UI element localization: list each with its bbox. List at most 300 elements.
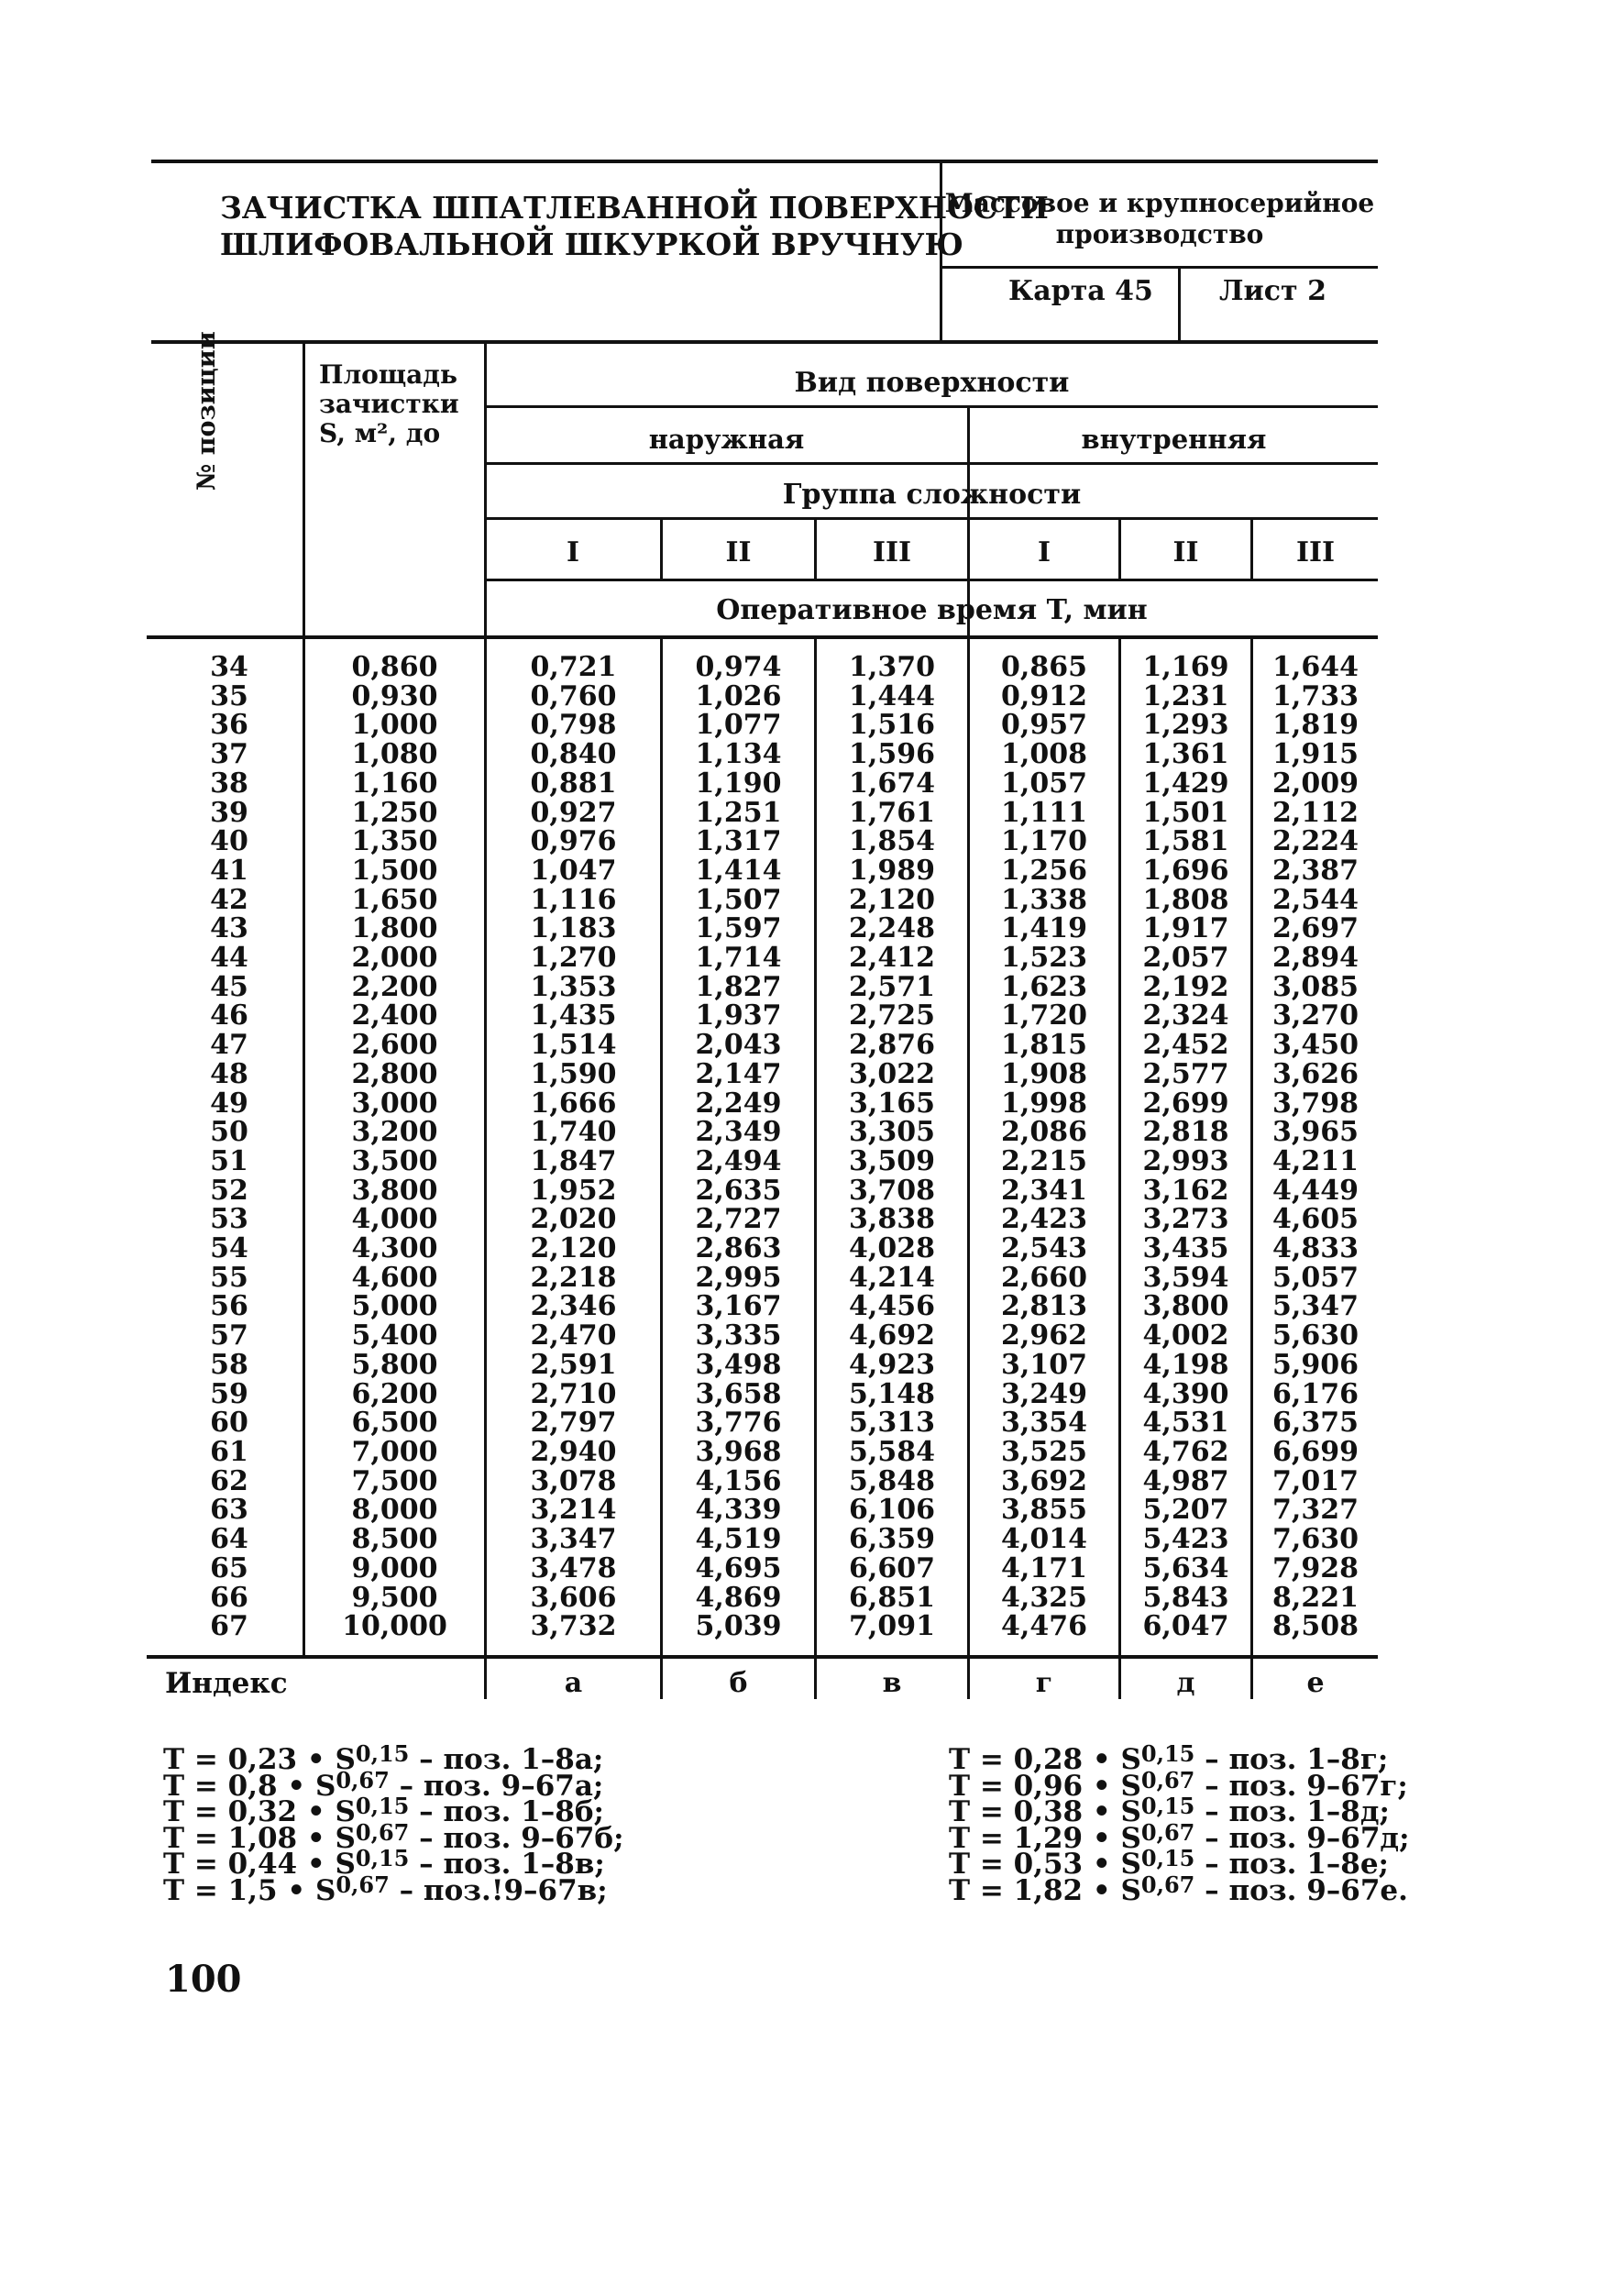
table-cell: 1,429: [1142, 767, 1229, 800]
table-cell: 5,400: [351, 1319, 438, 1352]
table-cell: 1,251: [695, 796, 782, 829]
time-column-b: [663, 653, 814, 1641]
table-cell: 2,120: [530, 1232, 617, 1265]
table-cell: 43: [210, 912, 248, 945]
table-cell: 1,111: [1001, 796, 1087, 829]
group-header-6: III: [1295, 536, 1336, 568]
table-cell: 7,017: [1272, 1464, 1359, 1497]
table-cell: 2,600: [351, 1029, 438, 1062]
table-cell: 4,028: [849, 1232, 935, 1265]
table-cell: 44: [210, 942, 248, 975]
table-cell: 66: [210, 1581, 248, 1614]
table-cell: 2,660: [1001, 1261, 1087, 1294]
table-cell: 40: [210, 825, 248, 858]
table-cell: 6,200: [351, 1377, 438, 1410]
table-cell: 1,256: [1001, 854, 1087, 887]
table-cell: 2,993: [1142, 1144, 1229, 1177]
table-cell: 0,760: [530, 679, 617, 712]
table-cell: 2,543: [1001, 1232, 1087, 1265]
table-cell: 1,596: [849, 738, 935, 771]
position-column: [156, 653, 303, 1641]
table-cell: 1,514: [530, 1029, 617, 1062]
table-cell: 7,091: [849, 1610, 935, 1643]
table-cell: 1,827: [695, 970, 782, 1003]
index-d: д: [1176, 1667, 1195, 1699]
table-cell: 2,249: [695, 1087, 782, 1120]
table-cell: 2,112: [1272, 796, 1359, 829]
table-cell: 3,249: [1001, 1377, 1087, 1410]
table-cell: 2,248: [849, 912, 935, 945]
table-cell: 4,987: [1142, 1464, 1229, 1497]
table-cell: 36: [210, 709, 248, 742]
table-cell: 37: [210, 738, 248, 771]
table-cell: 3,107: [1001, 1348, 1087, 1381]
table-cell: 1,026: [695, 679, 782, 712]
complexity-rule: [486, 517, 1378, 520]
table-cell: 2,218: [530, 1261, 617, 1294]
table-cell: 0,912: [1001, 679, 1087, 712]
table-cell: 1,350: [351, 825, 438, 858]
table-cell: 1,714: [695, 942, 782, 975]
table-cell: 8,000: [351, 1494, 438, 1527]
time-column-e: [1253, 653, 1378, 1641]
table-cell: 1,270: [530, 942, 617, 975]
table-cell: 10,000: [342, 1610, 447, 1643]
formulas-right: [949, 1740, 1410, 1907]
table-cell: 2,192: [1142, 970, 1229, 1003]
table-cell: 51: [210, 1144, 248, 1177]
table-cell: 3,692: [1001, 1464, 1087, 1497]
header-split-rule: [940, 266, 1378, 269]
table-cell: 2,387: [1272, 854, 1359, 887]
table-cell: 63: [210, 1494, 248, 1527]
table-cell: 53: [210, 1203, 248, 1236]
table-cell: 2,009: [1272, 767, 1359, 800]
table-cell: 3,354: [1001, 1407, 1087, 1440]
table-cell: 2,591: [530, 1348, 617, 1381]
table-cell: 48: [210, 1057, 248, 1090]
table-cell: 1,815: [1001, 1029, 1087, 1062]
table-cell: 1,231: [1142, 679, 1229, 712]
card-number: Карта 45: [1008, 275, 1153, 307]
table-cell: 3,855: [1001, 1494, 1087, 1527]
index-b: б: [729, 1667, 748, 1699]
table-cell: 5,000: [351, 1290, 438, 1323]
table-cell: 1,353: [530, 970, 617, 1003]
table-cell: 3,606: [530, 1581, 617, 1614]
table-cell: 1,847: [530, 1144, 617, 1177]
table-cell: 35: [210, 679, 248, 712]
table-cell: 4,002: [1142, 1319, 1229, 1352]
table-cell: 6,359: [849, 1523, 935, 1556]
formula-line: T = 1,29 • S$^{0,67}$ – поз. 9–67д;: [949, 1818, 1410, 1855]
time-column-g: [970, 653, 1118, 1641]
table-cell: 3,450: [1272, 1029, 1359, 1062]
table-cell: 5,848: [849, 1464, 935, 1497]
table-cell: 0,865: [1001, 651, 1087, 683]
index-g: г: [1035, 1667, 1053, 1699]
document-title: [220, 190, 1049, 263]
table-bottom-rule: [147, 1655, 1378, 1659]
formulas-left: [163, 1740, 624, 1907]
table-cell: 2,215: [1001, 1144, 1087, 1177]
table-cell: 8,500: [351, 1523, 438, 1556]
header-bottom-rule: [151, 340, 1378, 344]
table-cell: 47: [210, 1029, 248, 1062]
table-cell: 4,531: [1142, 1407, 1229, 1440]
table-cell: 2,813: [1001, 1290, 1087, 1323]
table-cell: 5,207: [1142, 1494, 1229, 1527]
table-cell: 3,626: [1272, 1057, 1359, 1090]
table-cell: 2,800: [351, 1057, 438, 1090]
table-cell: 9,000: [351, 1551, 438, 1584]
table-cell: 1,419: [1001, 912, 1087, 945]
table-cell: 2,940: [530, 1435, 617, 1468]
group-header-3: III: [872, 536, 912, 568]
table-cell: 1,597: [695, 912, 782, 945]
ext-int-rule: [486, 462, 1378, 465]
area-header-line-3: S, м², до: [319, 418, 441, 448]
table-cell: 3,968: [695, 1435, 782, 1468]
table-cell: 1,169: [1142, 651, 1229, 683]
table-cell: 61: [210, 1435, 248, 1468]
table-cell: 2,423: [1001, 1203, 1087, 1236]
table-cell: 56: [210, 1290, 248, 1323]
table-cell: 7,327: [1272, 1494, 1359, 1527]
index-v: в: [882, 1667, 902, 1699]
time-column-a: [487, 653, 660, 1641]
table-cell: 3,165: [849, 1087, 935, 1120]
table-cell: 2,995: [695, 1261, 782, 1294]
table-cell: 1,008: [1001, 738, 1087, 771]
table-cell: 3,078: [530, 1464, 617, 1497]
table-cell: 4,869: [695, 1581, 782, 1614]
table-cell: 2,341: [1001, 1174, 1087, 1207]
sheet-number: Лист 2: [1219, 275, 1326, 307]
index-a: а: [564, 1667, 583, 1699]
formula-line: T = 0,44 • S$^{0,15}$ – поз. 1–8в;: [163, 1845, 605, 1881]
external-header: наружная: [648, 424, 805, 455]
table-cell: 60: [210, 1407, 248, 1440]
table-cell: 5,057: [1272, 1261, 1359, 1294]
table-cell: 6,106: [849, 1494, 935, 1527]
top-rule: [151, 160, 1378, 163]
table-cell: 1,293: [1142, 709, 1229, 742]
table-cell: 49: [210, 1087, 248, 1120]
table-cell: 6,176: [1272, 1377, 1359, 1410]
table-cell: 5,630: [1272, 1319, 1359, 1352]
table-cell: 4,692: [849, 1319, 935, 1352]
table-cell: 5,039: [695, 1610, 782, 1643]
table-cell: 4,171: [1001, 1551, 1087, 1584]
table-cell: 62: [210, 1464, 248, 1497]
surface-type-header: Вид поверхности: [794, 367, 1070, 399]
table-cell: 52: [210, 1174, 248, 1207]
formula-line: T = 0,96 • S$^{0,67}$ – поз. 9–67г;: [949, 1766, 1408, 1803]
table-cell: 65: [210, 1551, 248, 1584]
table-cell: 4,390: [1142, 1377, 1229, 1410]
table-cell: 5,584: [849, 1435, 935, 1468]
table-cell: 4,300: [351, 1232, 438, 1265]
table-cell: 5,906: [1272, 1348, 1359, 1381]
table-cell: 1,696: [1142, 854, 1229, 887]
table-cell: 2,452: [1142, 1029, 1229, 1062]
table-cell: 4,762: [1142, 1435, 1229, 1468]
table-cell: 1,740: [530, 1116, 617, 1149]
table-cell: 1,581: [1142, 825, 1229, 858]
area-column-header: [319, 360, 459, 448]
table-cell: 1,650: [351, 883, 438, 916]
table-cell: 6,375: [1272, 1407, 1359, 1440]
table-cell: 7,928: [1272, 1551, 1359, 1584]
table-cell: 0,930: [351, 679, 438, 712]
table-cell: 1,908: [1001, 1057, 1087, 1090]
table-cell: 2,818: [1142, 1116, 1229, 1149]
table-cell: 1,047: [530, 854, 617, 887]
table-cell: 7,000: [351, 1435, 438, 1468]
table-cell: 3,498: [695, 1348, 782, 1381]
table-cell: 3,270: [1272, 999, 1359, 1032]
table-cell: 50: [210, 1116, 248, 1149]
table-cell: 59: [210, 1377, 248, 1410]
table-cell: 5,843: [1142, 1581, 1229, 1614]
table-cell: 2,727: [695, 1203, 782, 1236]
table-cell: 2,863: [695, 1232, 782, 1265]
table-cell: 54: [210, 1232, 248, 1265]
table-cell: 45: [210, 970, 248, 1003]
table-cell: 3,838: [849, 1203, 935, 1236]
table-cell: 4,198: [1142, 1348, 1229, 1381]
table-cell: 4,605: [1272, 1203, 1359, 1236]
table-cell: 5,634: [1142, 1551, 1229, 1584]
table-cell: 3,708: [849, 1174, 935, 1207]
table-cell: 57: [210, 1319, 248, 1352]
table-cell: 3,798: [1272, 1087, 1359, 1120]
table-cell: 2,200: [351, 970, 438, 1003]
table-cell: 3,085: [1272, 970, 1359, 1003]
table-cell: 3,776: [695, 1407, 782, 1440]
table-cell: 6,607: [849, 1551, 935, 1584]
table-cell: 0,798: [530, 709, 617, 742]
table-cell: 64: [210, 1523, 248, 1556]
table-cell: 2,043: [695, 1029, 782, 1062]
table-cell: 2,962: [1001, 1319, 1087, 1352]
table-cell: 5,423: [1142, 1523, 1229, 1556]
table-cell: 2,120: [849, 883, 935, 916]
table-cell: 58: [210, 1348, 248, 1381]
table-cell: 1,317: [695, 825, 782, 858]
time-column-d: [1121, 653, 1250, 1641]
table-cell: 6,851: [849, 1581, 935, 1614]
table-cell: 1,190: [695, 767, 782, 800]
table-cell: 2,571: [849, 970, 935, 1003]
table-cell: 3,965: [1272, 1116, 1359, 1149]
table-cell: 1,800: [351, 912, 438, 945]
position-column-header: № позиции: [193, 331, 221, 491]
table-cell: 1,952: [530, 1174, 617, 1207]
table-cell: 4,211: [1272, 1144, 1359, 1177]
table-cell: 1,160: [351, 767, 438, 800]
table-cell: 1,590: [530, 1057, 617, 1090]
table-cell: 2,699: [1142, 1087, 1229, 1120]
table-cell: 4,600: [351, 1261, 438, 1294]
card-sheet-divider: [1178, 266, 1181, 343]
table-cell: 2,710: [530, 1377, 617, 1410]
table-cell: 0,860: [351, 651, 438, 683]
table-cell: 1,370: [849, 651, 935, 683]
complexity-header: Группа сложности: [782, 479, 1082, 511]
groups-rule: [486, 579, 1378, 581]
table-cell: 55: [210, 1261, 248, 1294]
table-cell: 4,156: [695, 1464, 782, 1497]
table-cell: 3,509: [849, 1144, 935, 1177]
table-cell: 34: [210, 651, 248, 683]
table-cell: 1,077: [695, 709, 782, 742]
table-cell: 6,699: [1272, 1435, 1359, 1468]
table-cell: 2,020: [530, 1203, 617, 1236]
table-cell: 4,449: [1272, 1174, 1359, 1207]
group-header-5: II: [1172, 536, 1199, 568]
internal-header: внутренняя: [1081, 424, 1267, 455]
table-cell: 3,335: [695, 1319, 782, 1352]
production-line-2: производство: [1055, 219, 1264, 249]
table-cell: 1,170: [1001, 825, 1087, 858]
table-cell: 1,516: [849, 709, 935, 742]
table-cell: 3,525: [1001, 1435, 1087, 1468]
production-line-1: Массовое и крупносерийное: [944, 188, 1375, 218]
table-cell: 2,346: [530, 1290, 617, 1323]
index-label: Индекс: [165, 1667, 288, 1700]
table-cell: 2,797: [530, 1407, 617, 1440]
table-cell: 3,594: [1142, 1261, 1229, 1294]
table-cell: 5,313: [849, 1407, 935, 1440]
table-cell: 1,116: [530, 883, 617, 916]
table-cell: 0,840: [530, 738, 617, 771]
table-cell: 0,957: [1001, 709, 1087, 742]
table-cell: 1,250: [351, 796, 438, 829]
table-cell: 4,325: [1001, 1581, 1087, 1614]
table-cell: 1,000: [351, 709, 438, 742]
table-cell: 4,695: [695, 1551, 782, 1584]
table-cell: 1,761: [849, 796, 935, 829]
table-cell: 6,500: [351, 1407, 438, 1440]
table-cell: 1,414: [695, 854, 782, 887]
column-header-bottom-rule: [147, 635, 1378, 639]
table-cell: 3,273: [1142, 1203, 1229, 1236]
area-column: [305, 653, 484, 1641]
index-e: е: [1306, 1667, 1325, 1699]
table-cell: 1,808: [1142, 883, 1229, 916]
table-cell: 3,214: [530, 1494, 617, 1527]
formula-line: T = 1,82 • S$^{0,67}$ – поз. 9–67е.: [949, 1871, 1408, 1907]
table-cell: 5,347: [1272, 1290, 1359, 1323]
operative-time-header: Оперативное время T, мин: [716, 594, 1148, 626]
table-cell: 4,456: [849, 1290, 935, 1323]
table-cell: 2,697: [1272, 912, 1359, 945]
table-cell: 2,400: [351, 999, 438, 1032]
table-cell: 1,854: [849, 825, 935, 858]
table-cell: 46: [210, 999, 248, 1032]
table-cell: 3,347: [530, 1523, 617, 1556]
table-cell: 6,047: [1142, 1610, 1229, 1643]
table-cell: 3,167: [695, 1290, 782, 1323]
table-cell: 8,221: [1272, 1581, 1359, 1614]
table-cell: 2,324: [1142, 999, 1229, 1032]
table-cell: 8,508: [1272, 1610, 1359, 1643]
table-cell: 1,733: [1272, 679, 1359, 712]
table-cell: 1,507: [695, 883, 782, 916]
table-cell: 2,894: [1272, 942, 1359, 975]
table-cell: 4,476: [1001, 1610, 1087, 1643]
table-cell: 3,200: [351, 1116, 438, 1149]
table-cell: 1,080: [351, 738, 438, 771]
table-cell: 4,000: [351, 1203, 438, 1236]
formula-line: T = 1,5 • S$^{0,67}$ – поз.!9–67в;: [163, 1871, 608, 1907]
table-cell: 0,927: [530, 796, 617, 829]
table-cell: 2,000: [351, 942, 438, 975]
table-cell: 2,086: [1001, 1116, 1087, 1149]
table-cell: 1,057: [1001, 767, 1087, 800]
table-cell: 3,500: [351, 1144, 438, 1177]
table-cell: 41: [210, 854, 248, 887]
title-line-1: ЗАЧИСТКА ШПАТЛЕВАННОЙ ПОВЕРХНОСТИ: [220, 190, 1049, 226]
table-cell: 67: [210, 1610, 248, 1643]
table-cell: 3,435: [1142, 1232, 1229, 1265]
table-cell: 4,014: [1001, 1523, 1087, 1556]
table-cell: 0,974: [695, 651, 782, 683]
table-cell: 3,800: [1142, 1290, 1229, 1323]
table-cell: 1,937: [695, 999, 782, 1032]
table-cell: 7,500: [351, 1464, 438, 1497]
table-cell: 42: [210, 883, 248, 916]
table-cell: 2,057: [1142, 942, 1229, 975]
table-cell: 1,500: [351, 854, 438, 887]
table-cell: 9,500: [351, 1581, 438, 1614]
table-cell: 3,022: [849, 1057, 935, 1090]
table-cell: 3,162: [1142, 1174, 1229, 1207]
table-cell: 1,720: [1001, 999, 1087, 1032]
table-cell: 3,800: [351, 1174, 438, 1207]
table-cell: 2,494: [695, 1144, 782, 1177]
table-cell: 1,183: [530, 912, 617, 945]
table-cell: 1,523: [1001, 942, 1087, 975]
table-cell: 1,644: [1272, 651, 1359, 683]
table-cell: 2,876: [849, 1029, 935, 1062]
group-header-4: I: [1037, 536, 1051, 568]
table-cell: 1,501: [1142, 796, 1229, 829]
table-cell: 1,674: [849, 767, 935, 800]
table-cell: 2,635: [695, 1174, 782, 1207]
time-column-v: [817, 653, 967, 1641]
table-cell: 7,630: [1272, 1523, 1359, 1556]
table-cell: 2,725: [849, 999, 935, 1032]
table-cell: 2,544: [1272, 883, 1359, 916]
area-header-line-1: Площадь: [319, 359, 457, 390]
formula-line: T = 0,23 • S$^{0,15}$ – поз. 1–8а;: [163, 1740, 604, 1776]
table-cell: 4,833: [1272, 1232, 1359, 1265]
table-cell: 5,148: [849, 1377, 935, 1410]
title-line-2: ШЛИФОВАЛЬНОЙ ШКУРКОЙ ВРУЧНУЮ: [220, 226, 963, 262]
table-cell: 3,478: [530, 1551, 617, 1584]
formula-line: T = 0,38 • S$^{0,15}$ – поз. 1–8д;: [949, 1793, 1390, 1828]
page-number: 100: [165, 1958, 242, 2001]
formula-line: T = 0,28 • S$^{0,15}$ – поз. 1–8г;: [949, 1740, 1389, 1776]
table-cell: 2,349: [695, 1116, 782, 1149]
table-cell: 1,917: [1142, 912, 1229, 945]
table-cell: 4,339: [695, 1494, 782, 1527]
table-cell: 2,224: [1272, 825, 1359, 858]
table-cell: 2,470: [530, 1319, 617, 1352]
